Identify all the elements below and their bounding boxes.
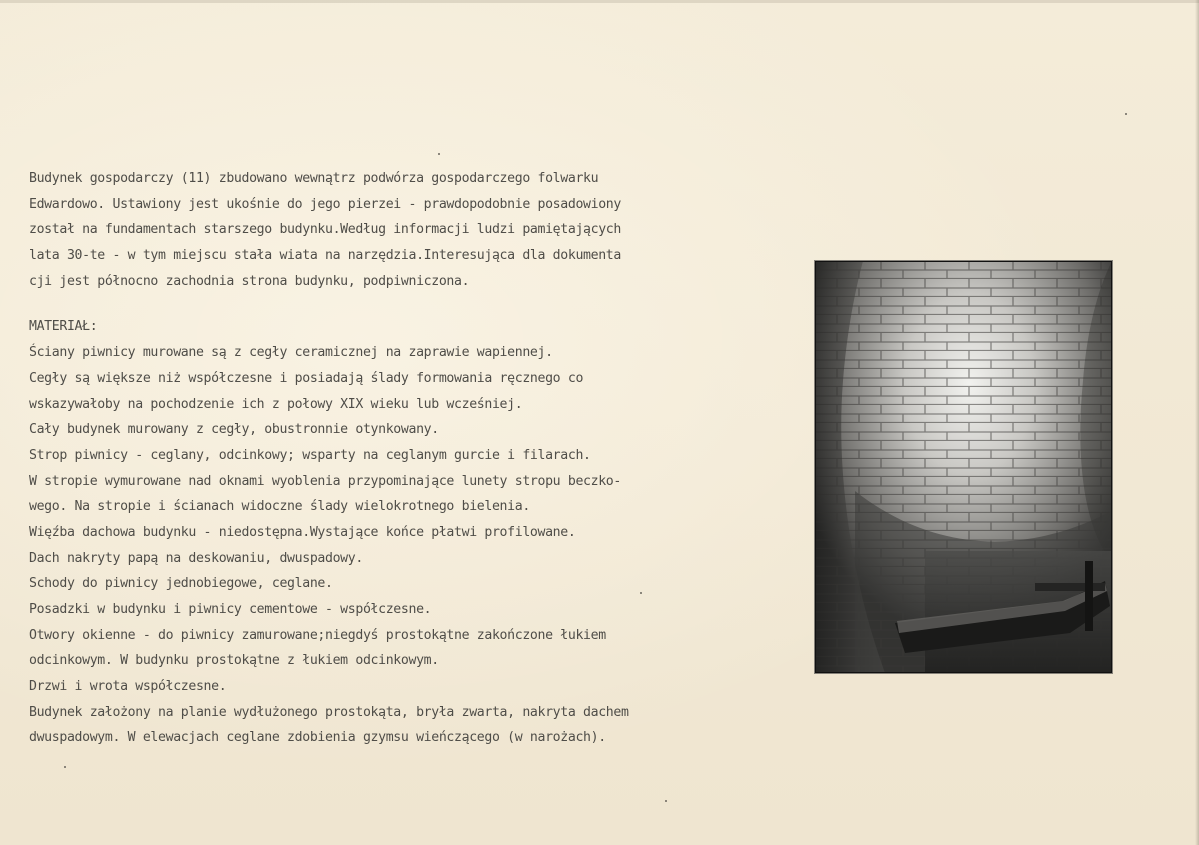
- speck-mark: [64, 766, 66, 768]
- material-heading: MATERIAŁ:: [29, 319, 98, 335]
- material-line: Posadzki w budynku i piwnicy cementowe - współczesne.: [29, 602, 432, 617]
- material-line: wego. Na stropie i ścianach widoczne ślady wielokrotnego bielenia.: [29, 499, 530, 515]
- description-line: został na fundamentach starszego budynku.Według informacji ludzi pamiętających: [29, 222, 621, 238]
- description-paragraph: [29, 166, 719, 294]
- material-line: Dach nakryty papą na deskowaniu, dwuspadowy.: [29, 550, 363, 566]
- material-line: Budynek założony na planie wydłużonego prostokąta, bryła zwarta, nakryta dachem: [29, 704, 629, 720]
- description-line: cji jest północno zachodnia strona budynku, podpiwniczona.: [29, 273, 470, 289]
- material-line: W stropie wymurowane nad oknami wyoblenia przypominające lunety stropu beczko-: [29, 473, 621, 489]
- material-line: Ściany piwnicy murowane są z cegły ceramicznej na zaprawie wapiennej.: [29, 345, 553, 361]
- material-line: Cegły są większe niż współczesne i posiadają ślady formowania ręcznego co: [29, 370, 584, 386]
- speck-mark: [665, 800, 667, 802]
- material-section: [29, 314, 719, 751]
- cellar-vault-photo: [815, 261, 1112, 673]
- speck-mark: [438, 153, 440, 155]
- page-edge-top: [0, 0, 1199, 3]
- material-line: odcinkowym. W budynku prostokątne z łukiem odcinkowym.: [29, 653, 439, 669]
- material-line: Strop piwnicy - ceglany, odcinkowy; wsparty na ceglanym gurcie i filarach.: [29, 447, 591, 463]
- speck-mark: [1125, 113, 1127, 115]
- material-line: dwuspadowym. W elewacjach ceglane zdobienia gzymsu wieńczącego (w narożach).: [29, 730, 606, 746]
- typed-text-block: [29, 166, 719, 751]
- material-line: Drzwi i wrota współczesne.: [29, 679, 227, 695]
- material-line: Otwory okienne - do piwnicy zamurowane;niegdyś prostokątne zakończone łukiem: [29, 627, 606, 643]
- material-line: wskazywałoby na pochodzenie ich z połowy XIX wieku lub wcześniej.: [29, 396, 523, 412]
- description-line: lata 30-te - w tym miejscu stała wiata na narzędzia.Interesująca dla dokumenta: [29, 248, 621, 264]
- page-edge-right: [1195, 0, 1199, 845]
- paragraph-gap: [29, 294, 719, 314]
- description-line: Budynek gospodarczy (11) zbudowano wewnątrz podwórza gospodarczego folwarku: [29, 171, 599, 186]
- material-line: Więźba dachowa budynku - niedostępna.Wystające końce płatwi profilowane.: [29, 524, 576, 540]
- speck-mark: [640, 592, 642, 594]
- description-line: Edwardowo. Ustawiony jest ukośnie do jego pierzei - prawdopodobnie posadowiony: [29, 196, 621, 212]
- material-line: Schody do piwnicy jednobiegowe, ceglane.: [29, 576, 333, 592]
- material-line: Cały budynek murowany z cegły, obustronnie otynkowany.: [29, 422, 439, 438]
